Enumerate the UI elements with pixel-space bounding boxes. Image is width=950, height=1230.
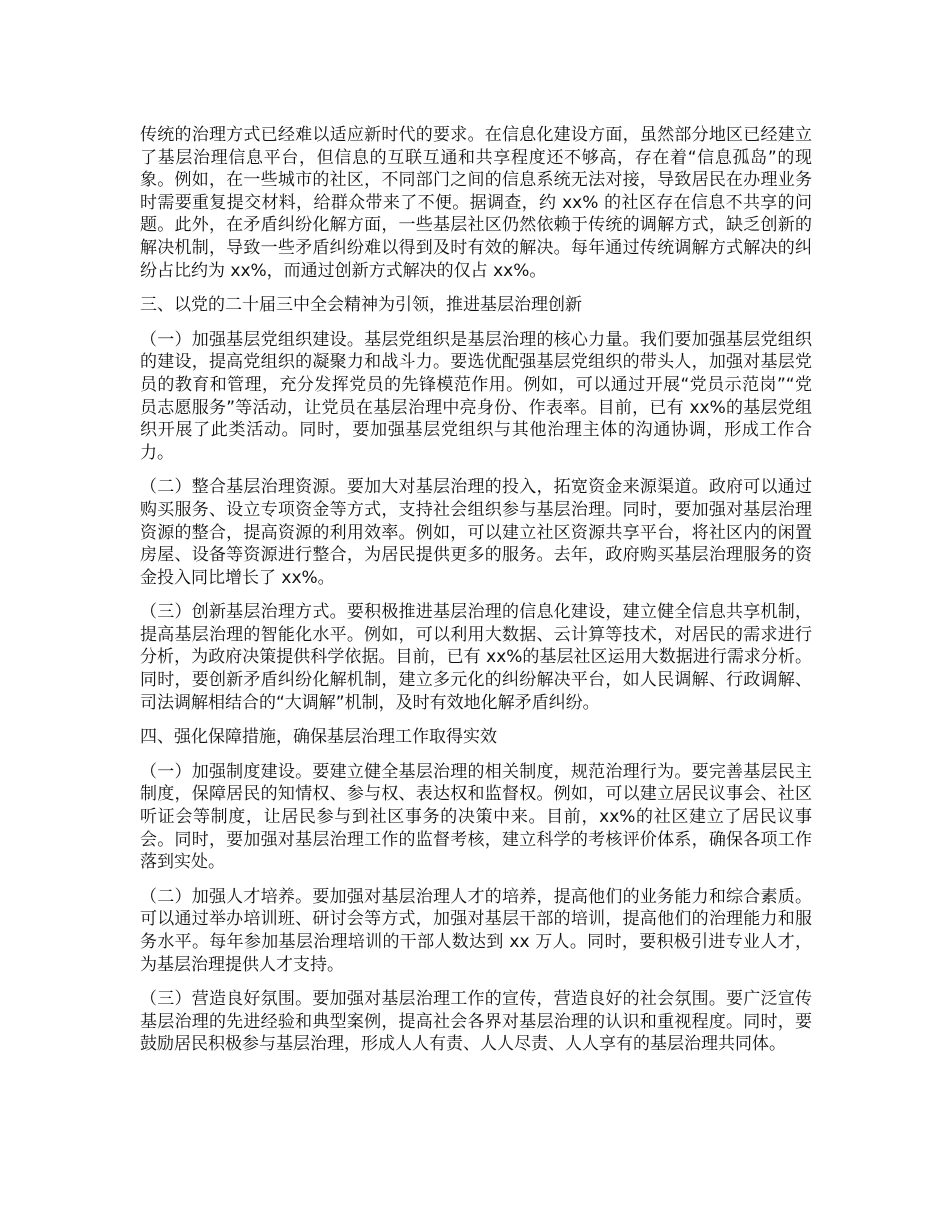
- paragraph-4-1: （一）加强制度建设。要建立健全基层治理的相关制度，规范治理行为。要完善基层民主制度，保障居民的知情权、参与权、表达权和监督权。例如，可以建立居民议事会、社区听证会等制度，让居民参与到社区事务的决策中来。目前，xx%的社区建立了居民议事会。同时，要加强对基层治理工作的监督考核，建立科学的考核评价体系，确保各项工作落到实处。: [140, 761, 812, 873]
- document-page: [140, 124, 812, 1068]
- paragraph-3-2: （二）整合基层治理资源。要加大对基层治理的投入，拓宽资金来源渠道。政府可以通过购买服务、设立专项资金等方式，支持社会组织参与基层治理。同时，要加强对基层治理资源的整合，提高资源的利用效率。例如，可以建立社区资源共享平台，将社区内的闲置房屋、设备等资源进行整合，为居民提供更多的服务。去年，政府购买基层治理服务的资金投入同比增长了 xx%。: [140, 477, 812, 588]
- section-heading-4: 四、强化保障措施，确保基层治理工作取得实效: [140, 727, 497, 748]
- paragraph-governance-challenges: 传统的治理方式已经难以适应新时代的要求。在信息化建设方面，虽然部分地区已经建立了基层治理信息平台，但信息的互联互通和共享程度还不够高，存在着“信息孤岛”的现象。例如，在一些城市的社区，不同部门之间的信息系统无法对接，导致居民在办理业务时需要重复提交材料，给群众带来了不便。据调查，约 xx% 的社区存在信息不共享的问题。此外，在矛盾纠纷化解方面，一些基层社区仍然依赖于传统的调解方式，缺乏创新的解决机制，导致一些矛盾纠纷难以得到及时有效的解决。每年通过传统调解方式解决的纠纷占比约为 xx%，而通过创新方式解决的仅占 xx%。: [140, 125, 812, 281]
- paragraph-3-3: （三）创新基层治理方式。要积极推进基层治理的信息化建设，建立健全信息共享机制，提高基层治理的智能化水平。例如，可以利用大数据、云计算等技术，对居民的需求进行分析，为政府决策提供科学依据。目前，已有 xx%的基层社区运用大数据进行需求分析。同时，要创新矛盾纠纷化解机制，建立多元化的纠纷解决平台，如人民调解、行政调解、司法调解相结合的“大调解”机制，及时有效地化解矛盾纠纷。: [140, 602, 812, 713]
- paragraph-3-1: （一）加强基层党组织建设。基层党组织是基层治理的核心力量。我们要加强基层党组织的建设，提高党组织的凝聚力和战斗力。要选优配强基层党组织的带头人，加强对基层党员的教育和管理，充分发挥党员的先锋模范作用。例如，可以通过开展“党员示范岗”“党员志愿服务”等活动，让党员在基层治理中亮身份、作表率。目前，已有 xx%的基层党组织开展了此类活动。同时，要加强基层党组织与其他治理主体的沟通协调，形成工作合力。: [140, 329, 812, 463]
- section-heading-3: 三、以党的二十届三中全会精神为引领，推进基层治理创新: [140, 295, 582, 316]
- paragraph-4-3: （三）营造良好氛围。要加强对基层治理工作的宣传，营造良好的社会氛围。要广泛宣传基层治理的先进经验和典型案例，提高社会各界对基层治理的认识和重视程度。同时，要鼓励居民积极参与基层治理，形成人人有责、人人尽责、人人享有的基层治理共同体。: [140, 989, 812, 1055]
- paragraph-4-2: （二）加强人才培养。要加强对基层治理人才的培养，提高他们的业务能力和综合素质。可以通过举办培训班、研讨会等方式，加强对基层干部的培训，提高他们的治理能力和服务水平。每年参加基层治理培训的干部人数达到 xx 万人。同时，要积极引进专业人才，为基层治理提供人才支持。: [140, 886, 812, 975]
